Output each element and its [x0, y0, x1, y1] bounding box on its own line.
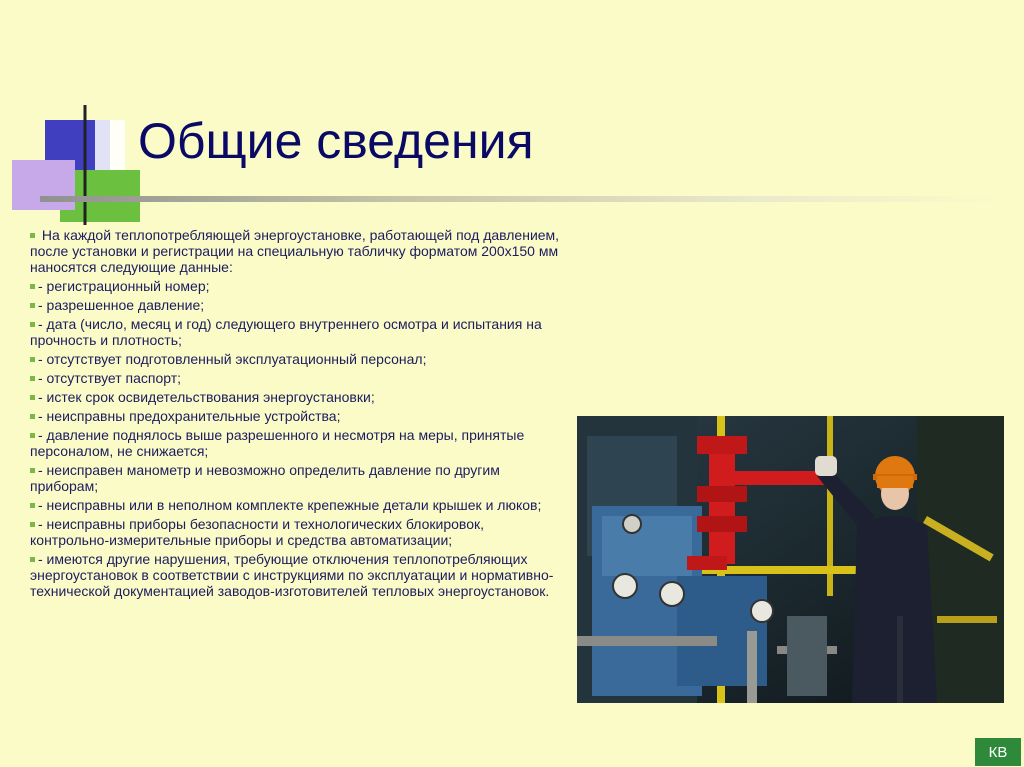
square-bullet-icon	[30, 414, 35, 419]
square-bullet-icon	[30, 468, 35, 473]
list-item	[30, 462, 560, 494]
list-item-text: - истек срок освидетельствования энергоустановки;	[38, 389, 375, 405]
list-item	[30, 370, 560, 386]
intro-text: На каждой теплопотребляющей энергоустановке, работающей под давлением, после установки и регистрации на специальную табличку форматом 200х150 мм наносятся следующие данные:	[30, 227, 560, 275]
list-item-text: - отсутствует подготовленный эксплуатационный персонал;	[38, 351, 427, 367]
list-item	[30, 278, 560, 294]
list-item	[30, 408, 560, 424]
square-bullet-icon	[30, 522, 35, 527]
square-bullet-icon	[30, 433, 35, 438]
list-item	[30, 389, 560, 405]
square-bullet-icon	[30, 303, 35, 308]
square-bullet-icon	[30, 376, 35, 381]
list-item-text: - регистрационный номер;	[38, 278, 210, 294]
square-bullet-icon	[30, 395, 35, 400]
intro-paragraph	[30, 227, 560, 275]
list-item	[30, 316, 560, 348]
list-item	[30, 427, 560, 459]
list-item	[30, 551, 560, 599]
list-item-text: - давление поднялось выше разрешенного и несмотря на меры, принятые персоналом, не снижается;	[30, 427, 525, 459]
square-bullet-icon	[30, 322, 35, 327]
list-item	[30, 297, 560, 313]
slide-title: Общие сведения	[138, 113, 534, 169]
white-square	[95, 120, 125, 170]
boiler-room-photo	[577, 416, 1004, 703]
photo-illustration	[577, 416, 1004, 703]
purple-square	[12, 160, 75, 210]
list-item	[30, 497, 560, 513]
square-bullet-icon	[30, 284, 35, 289]
list-item-text: - неисправны или в неполном комплекте крепежные детали крышек и люков;	[38, 497, 542, 513]
list-item-text: - неисправен манометр и невозможно определить давление по другим приборам;	[30, 462, 500, 494]
list-item-text: - дата (число, месяц и год) следующего внутреннего осмотра и испытания на прочность и плотность;	[30, 316, 542, 348]
list-item	[30, 351, 560, 367]
content-text	[30, 227, 560, 602]
square-bullet-icon	[30, 503, 35, 508]
list-item	[30, 516, 560, 548]
list-item-text: - отсутствует паспорт;	[38, 370, 182, 386]
list-item-text: - неисправны приборы безопасности и технологических блокировок, контрольно-измерительные приборы и средства автоматизации;	[30, 516, 484, 548]
square-bullet-icon	[30, 557, 35, 562]
list-item-text: - неисправны предохранительные устройства;	[38, 408, 341, 424]
corner-badge: КВ	[975, 738, 1021, 766]
square-bullet-icon	[30, 357, 35, 362]
list-item-text: - имеются другие нарушения, требующие отключения теплопотребляющих энергоустановок в соответствии с инструкциями по эксплуатации и нормативно-технической документацией заводов-изготовителей тепловых энергоустановок.	[30, 551, 554, 599]
title-divider	[40, 196, 1000, 202]
list-item-text: - разрешенное давление;	[38, 297, 205, 313]
square-bullet-icon	[30, 233, 35, 238]
